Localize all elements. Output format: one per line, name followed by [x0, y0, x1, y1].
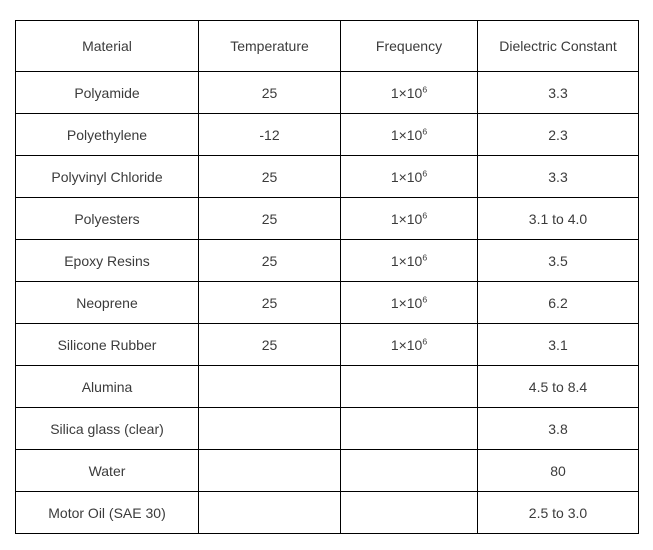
- temperature-cell: [199, 408, 341, 450]
- dielectric-cell: 3.3: [478, 156, 639, 198]
- temperature-cell: 25: [199, 324, 341, 366]
- frequency-cell: [341, 492, 478, 534]
- material-cell: Motor Oil (SAE 30): [16, 492, 199, 534]
- temperature-cell: 25: [199, 282, 341, 324]
- material-cell: Polyethylene: [16, 114, 199, 156]
- material-cell: Alumina: [16, 366, 199, 408]
- temperature-cell: 25: [199, 198, 341, 240]
- table-row: [16, 450, 639, 492]
- frequency-exponent: 6: [422, 335, 428, 346]
- frequency-cell: [341, 156, 478, 198]
- frequency-cell: [341, 72, 478, 114]
- frequency-exponent: 6: [422, 251, 428, 262]
- material-cell: Silica glass (clear): [16, 408, 199, 450]
- material-cell: Epoxy Resins: [16, 240, 199, 282]
- frequency-exponent: 6: [422, 83, 428, 94]
- table-row: [16, 492, 639, 534]
- material-cell: Silicone Rubber: [16, 324, 199, 366]
- table-row: [16, 198, 639, 240]
- frequency-exponent: 6: [422, 293, 428, 304]
- frequency-cell: [341, 450, 478, 492]
- frequency-cell: [341, 366, 478, 408]
- table-row: [16, 240, 639, 282]
- frequency-base: 1×10: [390, 126, 423, 143]
- material-cell: Neoprene: [16, 282, 199, 324]
- table-body: [16, 72, 639, 534]
- frequency-base: 1×10: [390, 252, 423, 269]
- temperature-cell: [199, 450, 341, 492]
- column-header-frequency: Frequency: [341, 21, 478, 72]
- dielectric-cell: 6.2: [478, 282, 639, 324]
- temperature-cell: [199, 366, 341, 408]
- temperature-cell: 25: [199, 156, 341, 198]
- table-row: [16, 366, 639, 408]
- column-header-material: Material: [16, 21, 199, 72]
- column-header-temperature: Temperature: [199, 21, 341, 72]
- table-row: [16, 324, 639, 366]
- frequency-cell: [341, 282, 478, 324]
- table-row: [16, 72, 639, 114]
- frequency-cell: [341, 114, 478, 156]
- frequency-base: 1×10: [390, 294, 423, 311]
- table-row: [16, 408, 639, 450]
- temperature-cell: -12: [199, 114, 341, 156]
- frequency-exponent: 6: [422, 167, 428, 178]
- table-row: [16, 282, 639, 324]
- temperature-cell: 25: [199, 240, 341, 282]
- frequency-base: 1×10: [390, 84, 423, 101]
- table-row: [16, 156, 639, 198]
- dielectric-cell: 2.3: [478, 114, 639, 156]
- dielectric-cell: 4.5 to 8.4: [478, 366, 639, 408]
- frequency-cell: [341, 240, 478, 282]
- frequency-base: 1×10: [390, 210, 423, 227]
- temperature-cell: [199, 492, 341, 534]
- material-cell: Polyesters: [16, 198, 199, 240]
- frequency-exponent: 6: [422, 125, 428, 136]
- frequency-cell: [341, 198, 478, 240]
- frequency-base: 1×10: [390, 336, 423, 353]
- dielectric-cell: 3.1: [478, 324, 639, 366]
- dielectric-cell: 3.3: [478, 72, 639, 114]
- dielectric-cell: 80: [478, 450, 639, 492]
- dielectric-constants-table: [15, 20, 639, 534]
- dielectric-cell: 3.1 to 4.0: [478, 198, 639, 240]
- frequency-cell: [341, 324, 478, 366]
- table-header-row: [16, 21, 639, 72]
- dielectric-cell: 3.8: [478, 408, 639, 450]
- material-cell: Water: [16, 450, 199, 492]
- material-cell: Polyamide: [16, 72, 199, 114]
- dielectric-cell: 2.5 to 3.0: [478, 492, 639, 534]
- frequency-base: 1×10: [390, 168, 423, 185]
- material-cell: Polyvinyl Chloride: [16, 156, 199, 198]
- column-header-dielectric: Dielectric Constant: [478, 21, 639, 72]
- frequency-exponent: 6: [422, 209, 428, 220]
- temperature-cell: 25: [199, 72, 341, 114]
- frequency-cell: [341, 408, 478, 450]
- dielectric-cell: 3.5: [478, 240, 639, 282]
- table-row: [16, 114, 639, 156]
